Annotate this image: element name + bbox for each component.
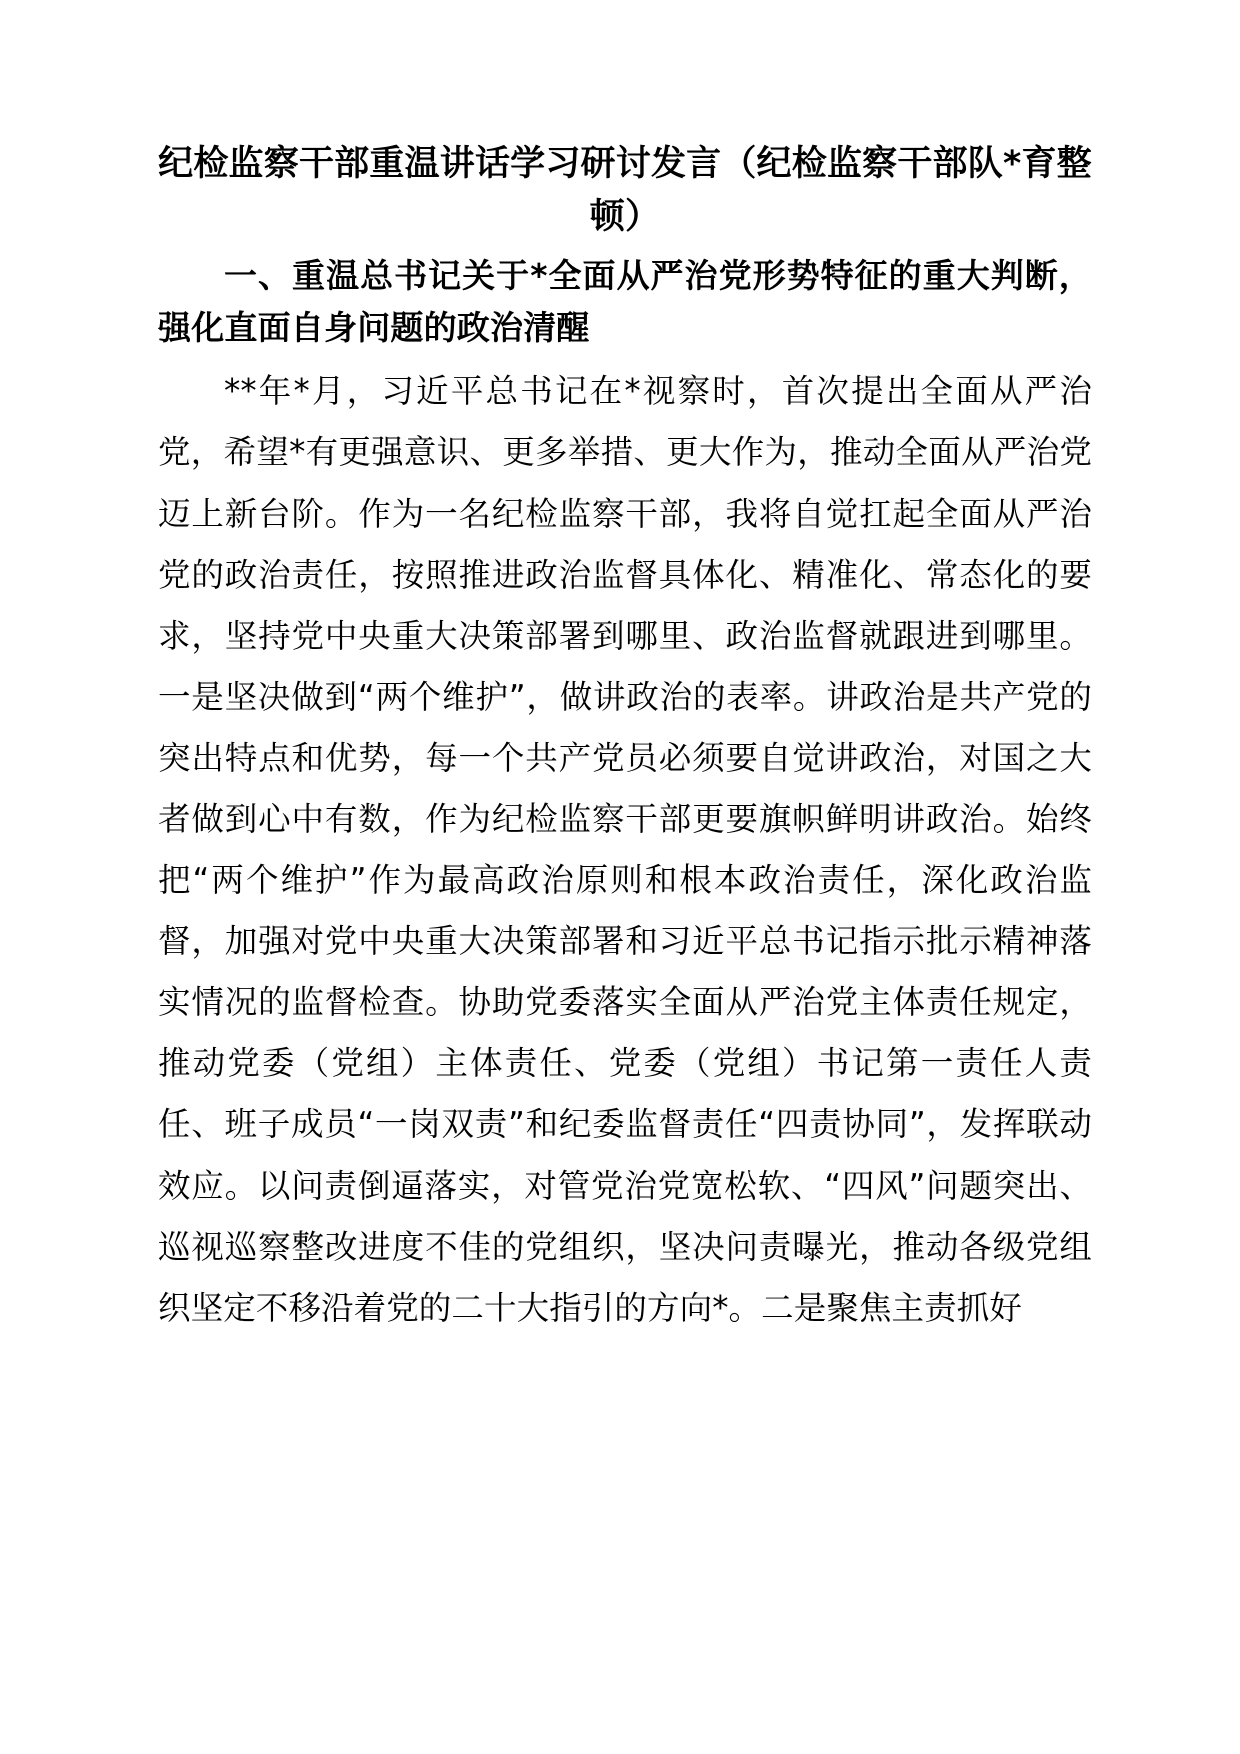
body-paragraph: **年*月，习近平总书记在*视察时，首次提出全面从严治党，希望*有更强意识、更多举措、更大作为，推动全面从严治党迈上新台阶。作为一名纪检监察干部，我将自觉扛起全面从严治党的政治责任，按照推进政治监督具体化、精准化、常态化的要求，坚持党中央重大决策部署到哪里、政治监督就跟进到哪里。一是坚决做到“两个维护”，做讲政治的表率。讲政治是共产党的突出特点和优势，每一个共产党员必须要自觉讲政治，对国之大者做到心中有数，作为纪检监察干部更要旗帜鲜明讲政治。始终把“两个维护”作为最高政治原则和根本政治责任，深化政治监督，加强对党中央重大决策部署和习近平总书记指示批示精神落实情况的监督检查。协助党委落实全面从严治党主体责任规定，推动党委（党组）主体责任、党委（党组）书记第一责任人责任、班子成员“一岗双责”和纪委监督责任“四责协同”，发挥联动效应。以问责倒逼落实，对管党治党宽松软、“四风”问题突出、巡视巡察整改进度不佳的党组织，坚决问责曝光，推动各级党组织坚定不移沿着党的二十大指引的方向*。二是聚焦主责抓好 [158,372,1092,1327]
document-title: 纪检监察干部重温讲话学习研讨发言（纪检监察干部队*育整顿） [158,144,1092,238]
section-heading-one: 一、重温总书记关于*全面从严治党形势特征的重大判断，强化直面自身问题的政治清醒 [158,256,1092,347]
